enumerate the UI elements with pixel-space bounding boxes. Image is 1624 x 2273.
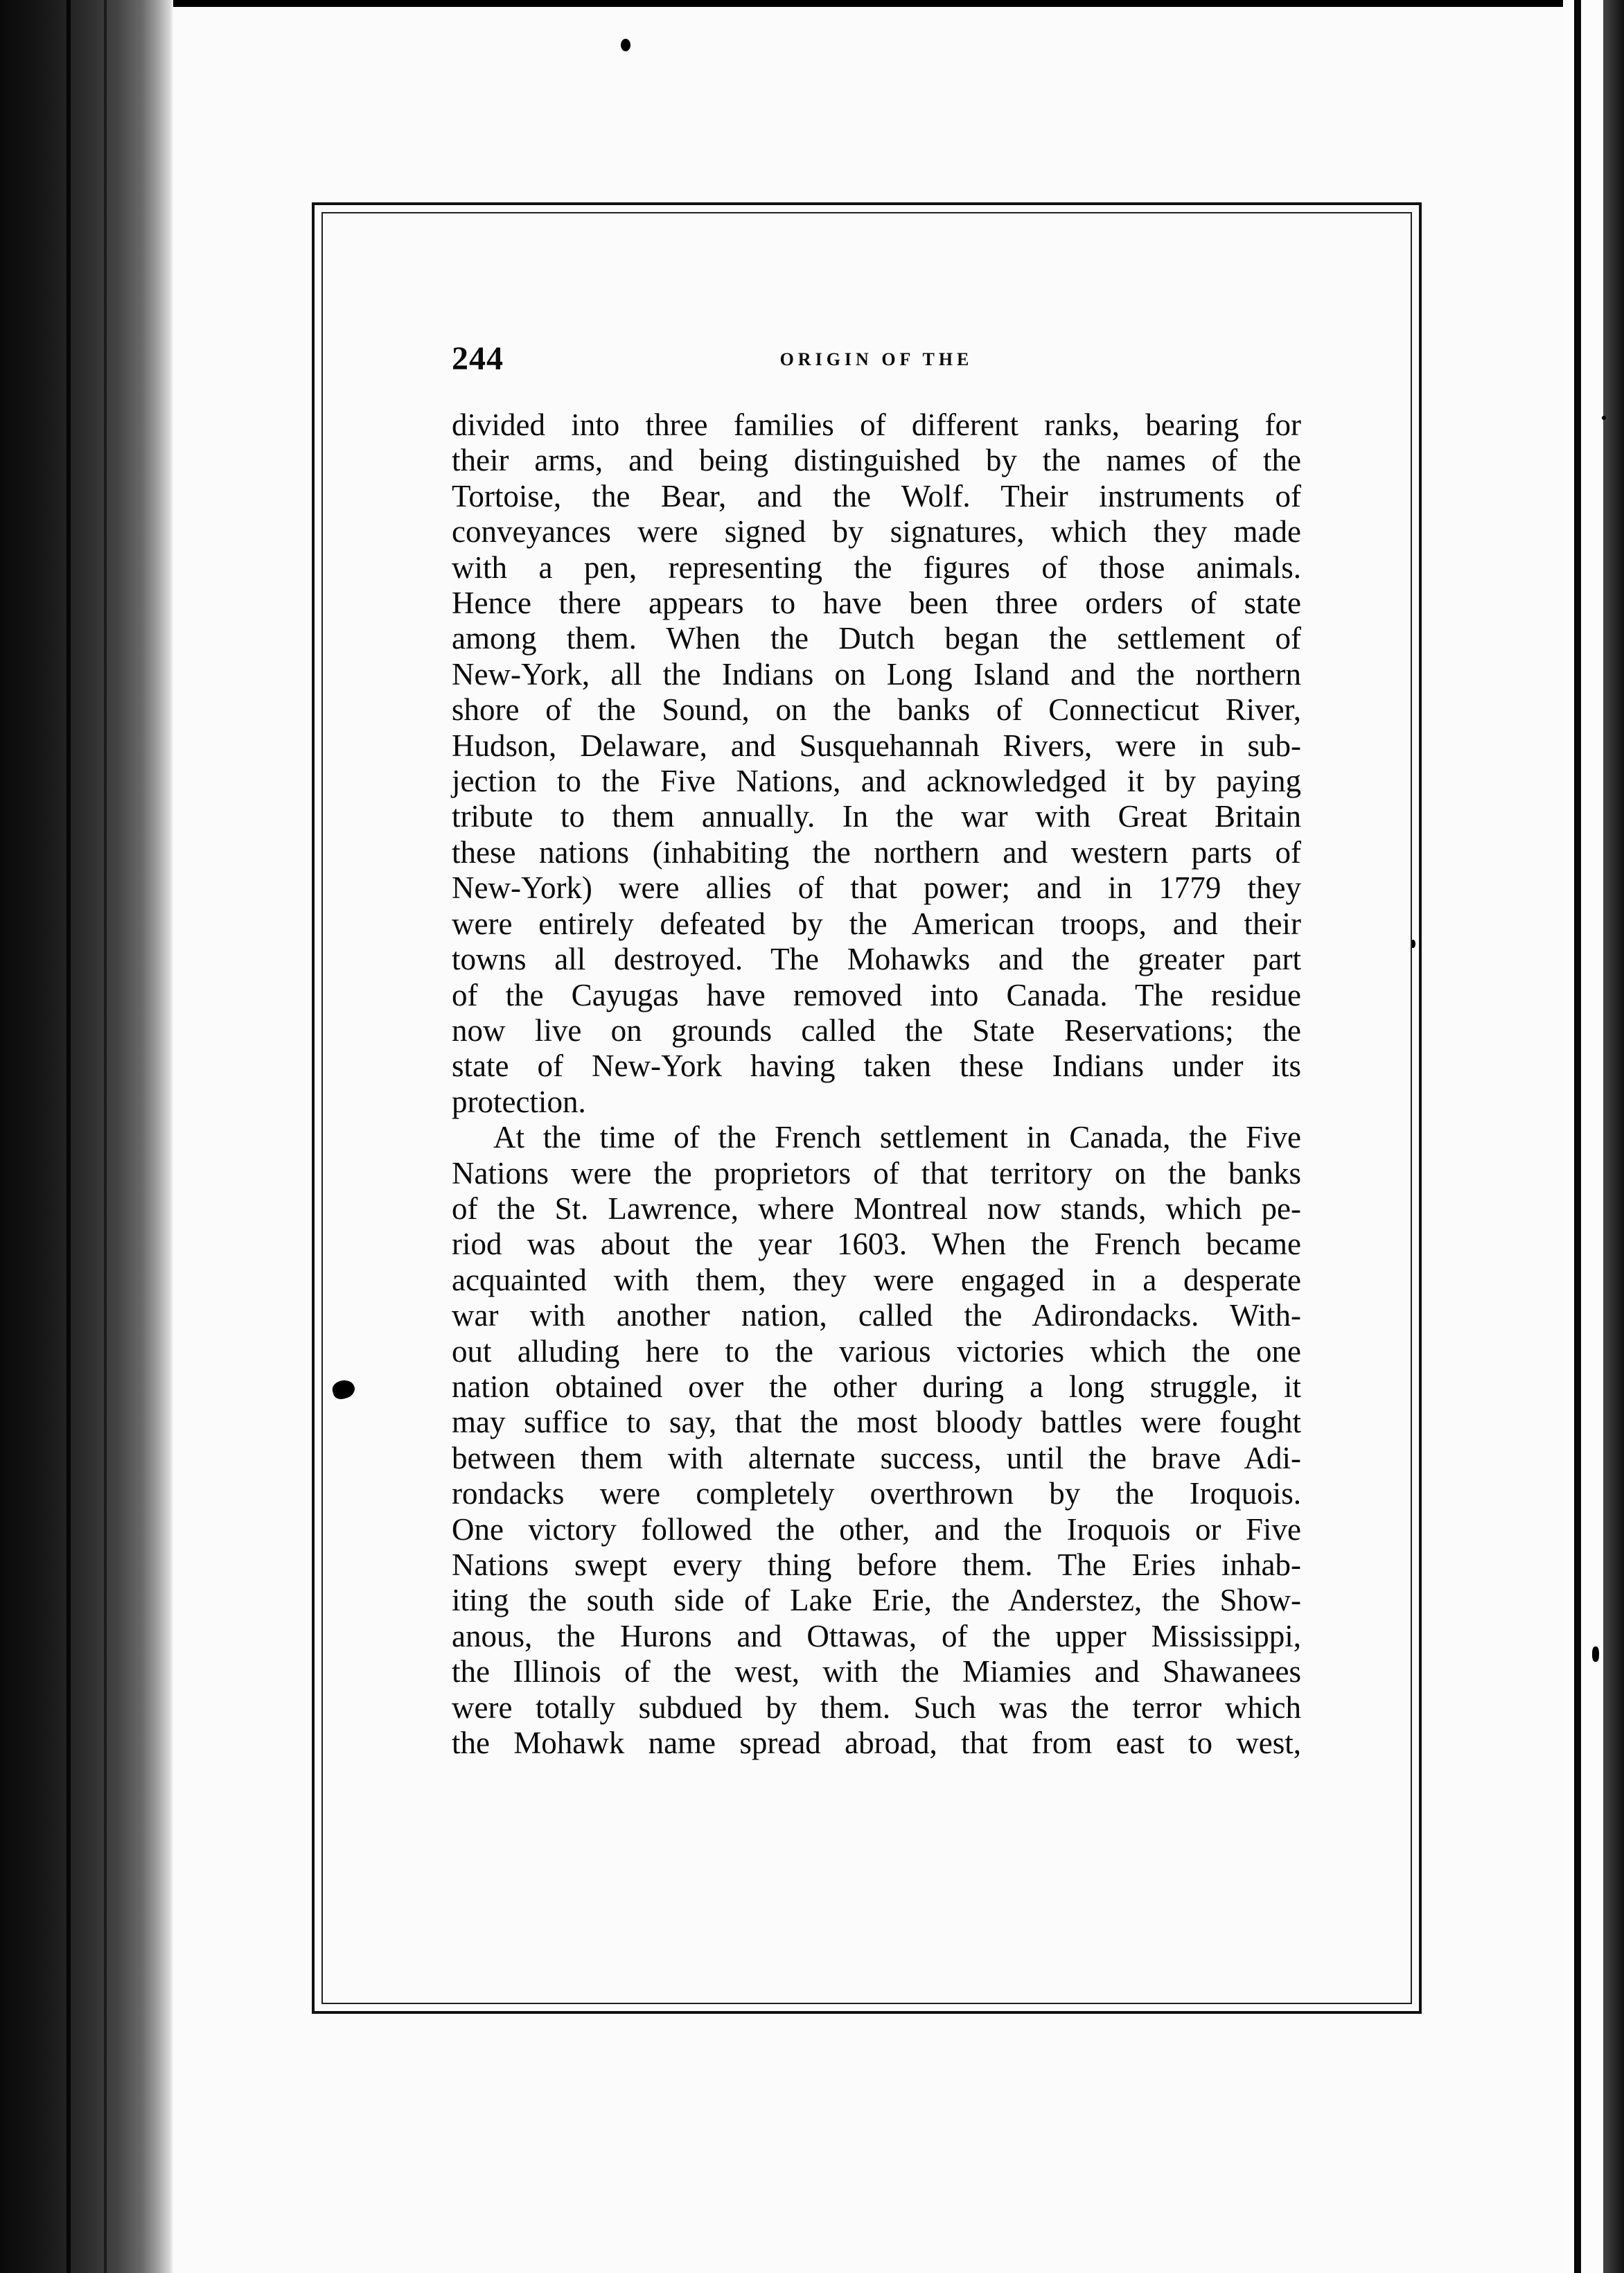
text-line: Hence there appears to have been three orders of state [452, 586, 1301, 621]
scan-right-edge [1603, 0, 1624, 2273]
text-line: riod was about the year 1603. When the French became [452, 1227, 1301, 1262]
text-line: iting the south side of Lake Erie, the Anderstez, the Show- [452, 1583, 1301, 1618]
text-line: of the Cayugas have removed into Canada. The residue [452, 977, 1301, 1012]
text-line: shore of the Sound, on the banks of Connecticut River, [452, 692, 1301, 728]
text-line: One victory followed the other, and the Iroquois or Five [452, 1511, 1301, 1547]
text-line: anous, the Hurons and Ottawas, of the upper Mississippi, [452, 1618, 1301, 1653]
page-header [452, 340, 1301, 388]
text-line: of the St. Lawrence, where Montreal now stands, which pe- [452, 1191, 1301, 1226]
page-number: 244 [452, 340, 504, 377]
text-line: tribute to them annually. In the war with Great Britain [452, 799, 1301, 834]
ink-speck [1592, 1647, 1599, 1662]
text-line: jection to the Five Nations, and acknowledged it by paying [452, 764, 1301, 799]
text-line: state of New-York having taken these Indians under its [452, 1048, 1301, 1084]
text-line: At the time of the French settlement in Canada, the Five [493, 1120, 1301, 1155]
text-line: Nations were the proprietors of that territory on the banks [452, 1155, 1301, 1191]
text-line: between them with alternate success, until the brave Adi- [452, 1440, 1301, 1475]
text-line: the Mohawk name spread abroad, that from east to west, [452, 1726, 1301, 1761]
scan-top-edge [0, 0, 1624, 7]
text-line: among them. When the Dutch began the settlement of [452, 621, 1301, 656]
text-line: New-York) were allies of that power; and in 1779 they [452, 870, 1301, 906]
text-line: were totally subdued by them. Such was the terror which [452, 1690, 1301, 1725]
text-line: Nations swept every thing before them. The Eries inhab- [452, 1547, 1301, 1582]
text-line: divided into three families of different ranks, bearing for [452, 407, 1301, 442]
ink-speck [1602, 416, 1606, 420]
text-line: Tortoise, the Bear, and the Wolf. Their instruments of [452, 478, 1301, 514]
text-line: rondacks were completely overthrown by the Iroquois. [452, 1476, 1301, 1511]
text-line: towns all destroyed. The Mohawks and the greater part [452, 942, 1301, 977]
body-text [452, 407, 1301, 1761]
text-line: Hudson, Delaware, and Susquehannah Rivers, were in sub- [452, 728, 1301, 763]
adjacent-page-line [1574, 0, 1581, 2273]
text-line: nation obtained over the other during a long struggle, it [452, 1369, 1301, 1404]
book-binding-edge [0, 0, 173, 2273]
ink-speck [621, 39, 630, 51]
text-line: acquainted with them, they were engaged in a desperate [452, 1262, 1301, 1297]
text-line: conveyances were signed by signatures, which they made [452, 514, 1301, 550]
text-line: now live on grounds called the State Reservations; the [452, 1012, 1301, 1048]
binding-line [104, 0, 107, 2273]
text-line: protection. [452, 1084, 586, 1119]
text-line: war with another nation, called the Adirondacks. With- [452, 1298, 1301, 1333]
binding-line [67, 0, 71, 2273]
page-text-block [452, 340, 1301, 1761]
text-line: their arms, and being distinguished by the names of the [452, 443, 1301, 478]
text-line: may suffice to say, that the most bloody battles were fought [452, 1405, 1301, 1440]
text-line: were entirely defeated by the American troops, and their [452, 906, 1301, 941]
text-line: the Illinois of the west, with the Miamies and Shawanees [452, 1654, 1301, 1690]
text-line: New-York, all the Indians on Long Island and the northern [452, 656, 1301, 692]
text-line: with a pen, representing the figures of those animals. [452, 550, 1301, 585]
running-head: ORIGIN OF THE [779, 349, 973, 369]
text-line: out alluding here to the various victories which the one [452, 1333, 1301, 1369]
text-line: these nations (inhabiting the northern and western parts of [452, 834, 1301, 870]
